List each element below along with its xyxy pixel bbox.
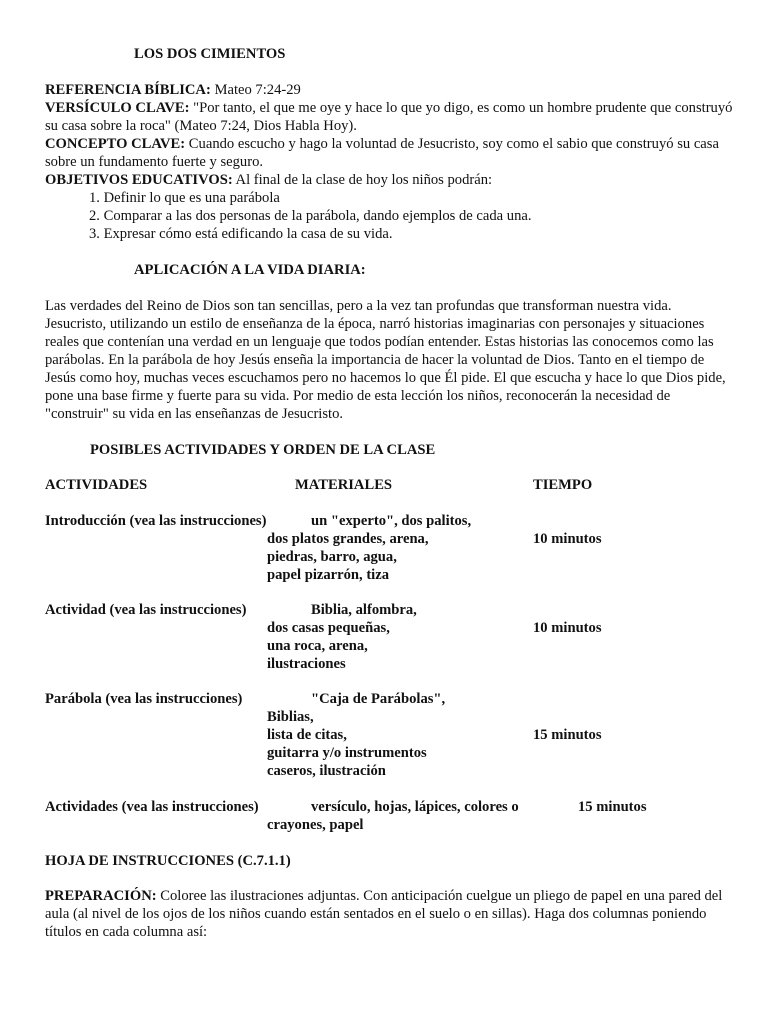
concept-paragraph — [45, 135, 735, 171]
material-line: caseros, ilustración — [267, 763, 386, 779]
activity-cell: Actividad (vea las instrucciones) — [45, 602, 247, 618]
material-line: Biblias, — [267, 709, 314, 725]
table-row — [45, 512, 735, 584]
table-row — [45, 798, 735, 834]
material-line: dos platos grandes, arena, — [267, 531, 429, 547]
materials-cell — [267, 601, 417, 673]
material-line: "Caja de Parábolas", — [311, 691, 446, 707]
verse-text: "Por tanto, el que me oye y hace lo que yo digo, es como un hombre prudente que construyó su casa sobre la roca" (Mateo 7:24, Dios Habla Hoy). — [45, 100, 733, 134]
instructions-heading: HOJA DE INSTRUCCIONES (C.7.1.1) — [45, 853, 291, 869]
materials-cell — [267, 512, 471, 584]
material-line: papel pizarrón, tiza — [267, 567, 390, 583]
table-header-row — [45, 476, 735, 494]
concept-label: CONCEPTO CLAVE: — [45, 136, 186, 152]
time-cell: 15 minutos — [533, 727, 602, 743]
objectives-paragraph — [45, 171, 735, 189]
preparation-text: Coloree las ilustraciones adjuntas. Con anticipación cuelgue un pliego de papel en una pared del aula (al nivel de los ojos de los niños cuando están sentados en el suelo o en sillas). Haga dos columnas poniendo títulos en cada columna así: — [45, 888, 723, 940]
table-row — [45, 690, 735, 780]
material-line: guitarra y/o instrumentos — [267, 745, 427, 761]
material-line: piedras, barro, agua, — [267, 549, 397, 565]
document-page — [45, 45, 735, 941]
activities-heading: POSIBLES ACTIVIDADES Y ORDEN DE LA CLASE — [90, 442, 436, 458]
application-paragraph: Las verdades del Reino de Dios son tan sencillas, pero a la vez tan profundas que transforman nuestra vida. Jesucristo, utilizando un estilo de enseñanza de la época, narró historias imaginarias con personajes y situaciones reales que contenían una verdad en un lenguaje que todos podían entender. Estas historias las conocemos como las parábolas. En la parábola de hoy Jesús enseña la importancia de hacer la voluntad de Dios. Tanto en el tiempo de Jesús como hoy, muchas veces escuchamos pero no hacemos lo que Él pide. El que escucha y hace lo que Dios pide, pone una base firme y fuerte para su vida. Por medio de esta lección los niños, reconocerán la necesidad de "construir" su vida en las enseñanzas de Jesucristo. — [45, 298, 726, 422]
material-line: lista de citas, — [267, 727, 347, 743]
objectives-text: Al final de la clase de hoy los niños podrán: — [232, 172, 493, 188]
material-line: ilustraciones — [267, 656, 346, 672]
material-line: una roca, arena, — [267, 638, 368, 654]
table-row — [45, 601, 735, 673]
materials-cell — [267, 690, 445, 780]
activity-cell: Actividades (vea las instrucciones) — [45, 799, 259, 815]
materials-cell — [267, 798, 519, 834]
application-heading: APLICACIÓN A LA VIDA DIARIA: — [134, 262, 366, 278]
time-cell: 15 minutos — [578, 799, 647, 815]
list-item: 3. Expresar cómo está edificando la casa de su vida. — [89, 226, 393, 242]
material-line: versículo, hojas, lápices, colores o — [311, 799, 519, 815]
objectives-list — [45, 189, 735, 243]
list-item: 1. Definir lo que es una parábola — [89, 190, 280, 206]
document-title: LOS DOS CIMIENTOS — [134, 46, 286, 62]
reference-text: Mateo 7:24-29 — [210, 82, 301, 98]
verse-paragraph — [45, 99, 735, 135]
activity-cell: Introducción (vea las instrucciones) — [45, 513, 267, 529]
time-cell: 10 minutos — [533, 531, 602, 547]
material-line: dos casas pequeñas, — [267, 620, 390, 636]
header-materials: MATERIALES — [295, 477, 393, 493]
list-item: 2. Comparar a las dos personas de la parábola, dando ejemplos de cada una. — [89, 208, 532, 224]
concept-text: Cuando escucho y hago la voluntad de Jesucristo, soy como el sabio que construyó su casa sobre un fundamento fuerte y seguro. — [45, 136, 719, 170]
material-line: crayones, papel — [267, 817, 364, 833]
preparation-paragraph — [45, 887, 735, 941]
material-line: Biblia, alfombra, — [311, 602, 417, 618]
preparation-label: PREPARACIÓN: — [45, 888, 157, 904]
reference-line — [45, 81, 735, 99]
material-line: un "experto", dos palitos, — [311, 513, 472, 529]
objectives-label: OBJETIVOS EDUCATIVOS: — [45, 172, 233, 188]
time-cell: 10 minutos — [533, 620, 602, 636]
header-activities: ACTIVIDADES — [45, 477, 148, 493]
activities-table — [45, 476, 735, 834]
reference-label: REFERENCIA BÍBLICA: — [45, 82, 211, 98]
verse-label: VERSÍCULO CLAVE: — [45, 100, 190, 116]
header-time: TIEMPO — [533, 477, 593, 493]
activity-cell: Parábola (vea las instrucciones) — [45, 691, 243, 707]
